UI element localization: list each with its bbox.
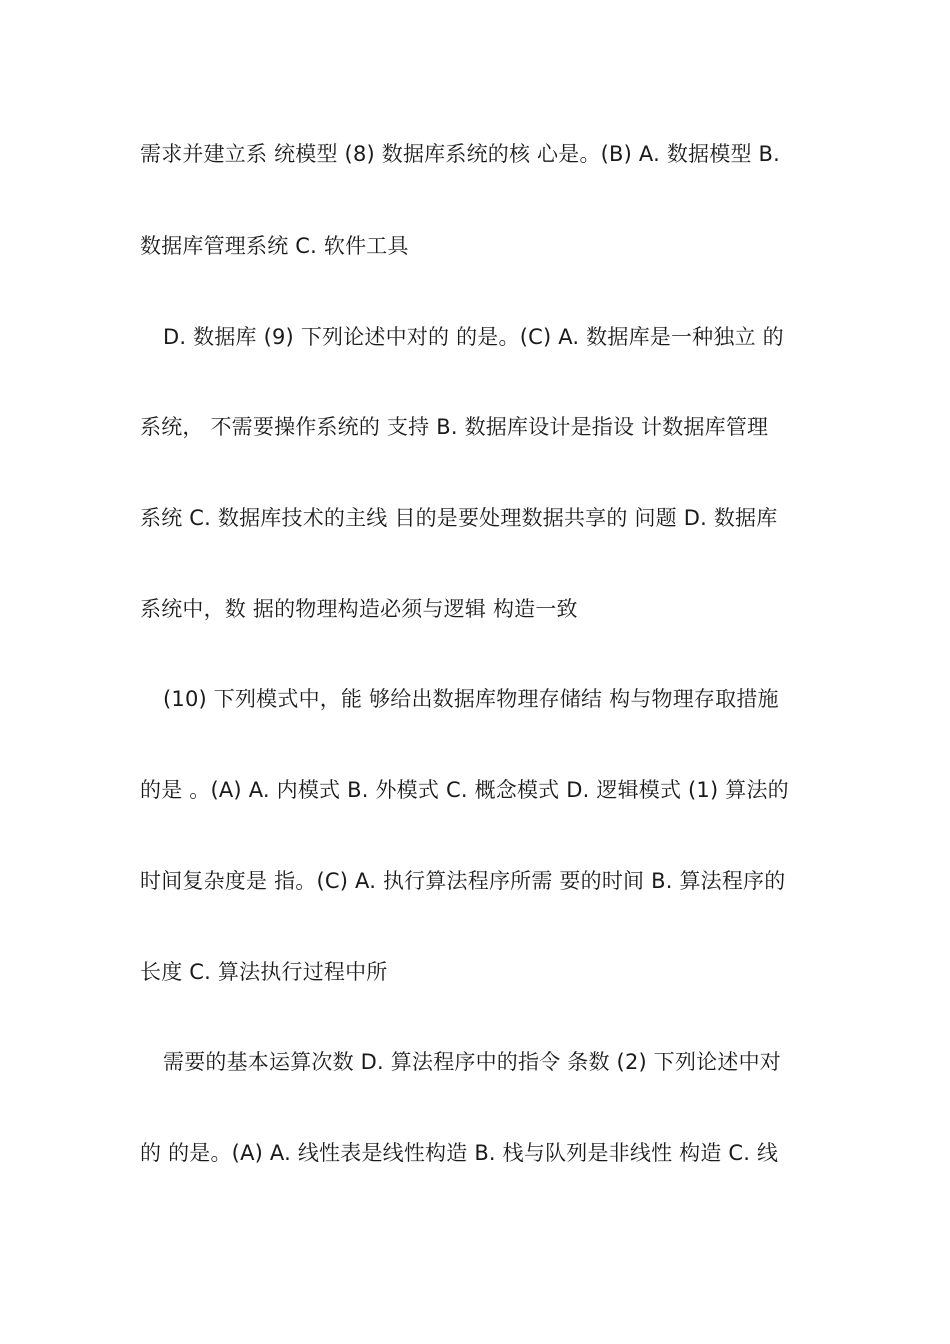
text-line-5: 系统 C. 数据库技术的主线 目的是要处理数据共享的 问题 D. 数据库 (140, 506, 778, 530)
text-line-11: 需要的基本运算次数 D. 算法程序中的指令 条数 (2) 下列论述中对 (163, 1050, 781, 1074)
text-line-12: 的 的是。(A) A. 线性表是线性构造 B. 栈与队列是非线性 构造 C. 线 (140, 1141, 779, 1165)
text-line-2: 数据库管理系统 C. 软件工具 (140, 234, 409, 258)
text-line-7: (10) 下列模式中，能 够给出数据库物理存储结 构与物理存取措施 (163, 687, 779, 711)
text-line-9: 时间复杂度是 指。(C) A. 执行算法程序所需 要的时间 B. 算法程序的 (140, 869, 786, 893)
text-line-6: 系统中，数 据的物理构造必须与逻辑 构造一致 (140, 597, 578, 621)
text-line-3: D. 数据库 (9) 下列论述中对的 的是。(C) A. 数据库是一种独立 的 (163, 325, 784, 349)
text-line-4: 系统， 不需要操作系统的 支持 B. 数据库设计是指设 计数据库管理 (140, 415, 769, 439)
text-line-8: 的是 。(A) A. 内模式 B. 外模式 C. 概念模式 D. 逻辑模式 (1) 算法的 (140, 778, 789, 802)
text-line-1: 需求并建立系 统模型 (8) 数据库系统的核 心是。(B) A. 数据模型 B. (140, 142, 781, 166)
text-line-10: 长度 C. 算法执行过程中所 (140, 960, 388, 984)
